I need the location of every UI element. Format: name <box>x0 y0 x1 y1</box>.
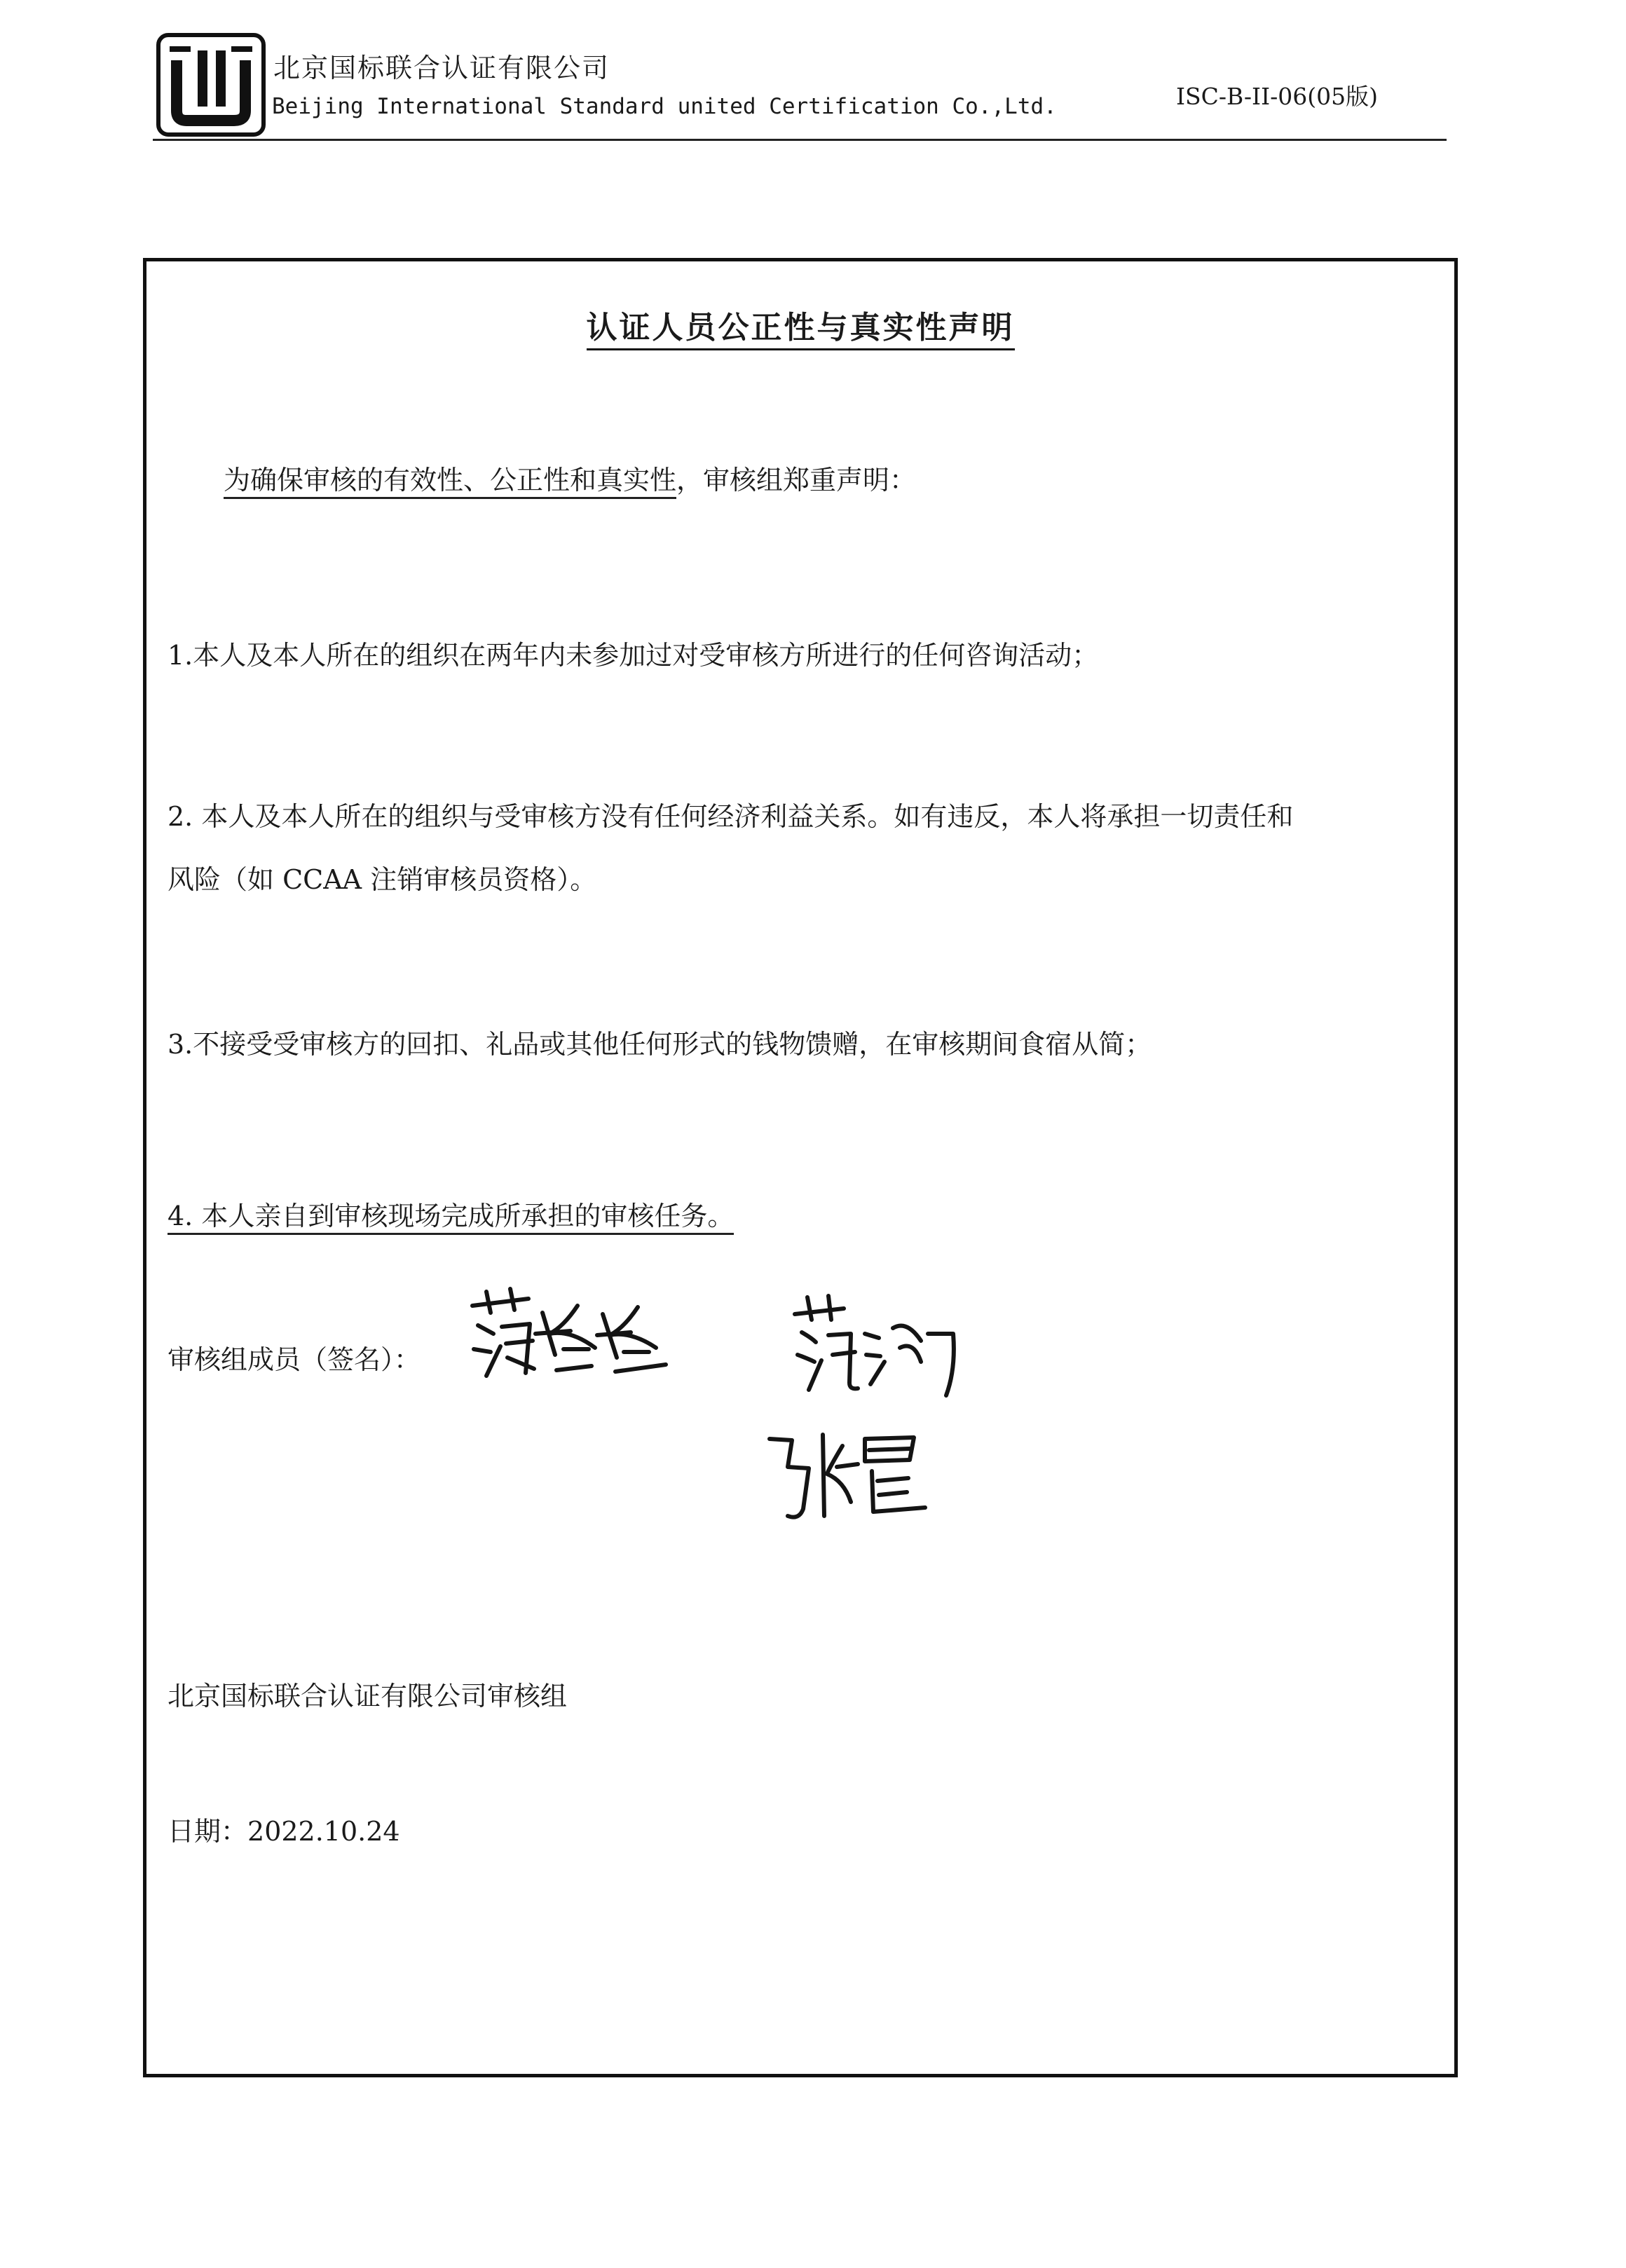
signature-label: 审核组成员（签名）： <box>168 1344 421 1375</box>
document-title <box>146 302 1454 347</box>
intro-paragraph <box>224 458 916 503</box>
item-3: 3.不接受受审核方的回扣、礼品或其他任何形式的钱物馈赠，在审核期间食宿从简； <box>168 1029 1152 1060</box>
date-line <box>168 1809 400 1854</box>
signature-1 <box>465 1285 676 1390</box>
company-name-cn: 北京国标联合认证有限公司 <box>273 53 610 83</box>
intro-underlined: 为确保审核的有效性、公正性和真实性 <box>224 465 676 499</box>
date-label: 日期： <box>168 1816 248 1847</box>
organization-name: 北京国标联合认证有限公司审核组 <box>168 1681 568 1712</box>
header-divider <box>153 139 1447 141</box>
signature-3 <box>760 1425 935 1530</box>
letterhead <box>156 27 1445 146</box>
item-4 <box>168 1194 734 1239</box>
item-1: 1.本人及本人所在的组织在两年内未参加过对受审核方所进行的任何咨询活动； <box>168 640 1099 671</box>
item-2-line-2: 风险（如 CCAA 注销审核员资格）。 <box>168 864 597 895</box>
company-name-en: Beijing International Standard united Certification Co.,Ltd. <box>272 94 1057 119</box>
item-4-text: 4. 本人亲自到审核现场完成所承担的审核任务。 <box>168 1201 734 1235</box>
document-title-text: 认证人员公正性与真实性声明 <box>587 310 1015 350</box>
intro-rest: ，审核组郑重声明： <box>676 465 917 496</box>
document-code: ISC-B-II-06(05版) <box>1175 83 1378 110</box>
declaration-frame <box>143 258 1458 2077</box>
item-2-line-1: 2. 本人及本人所在的组织与受审核方没有任何经济利益关系。如有违反，本人将承担一切责任和 <box>168 801 1294 832</box>
company-logo <box>156 32 266 137</box>
date-value: 2022.10.24 <box>247 1816 400 1847</box>
signature-2 <box>788 1292 963 1404</box>
